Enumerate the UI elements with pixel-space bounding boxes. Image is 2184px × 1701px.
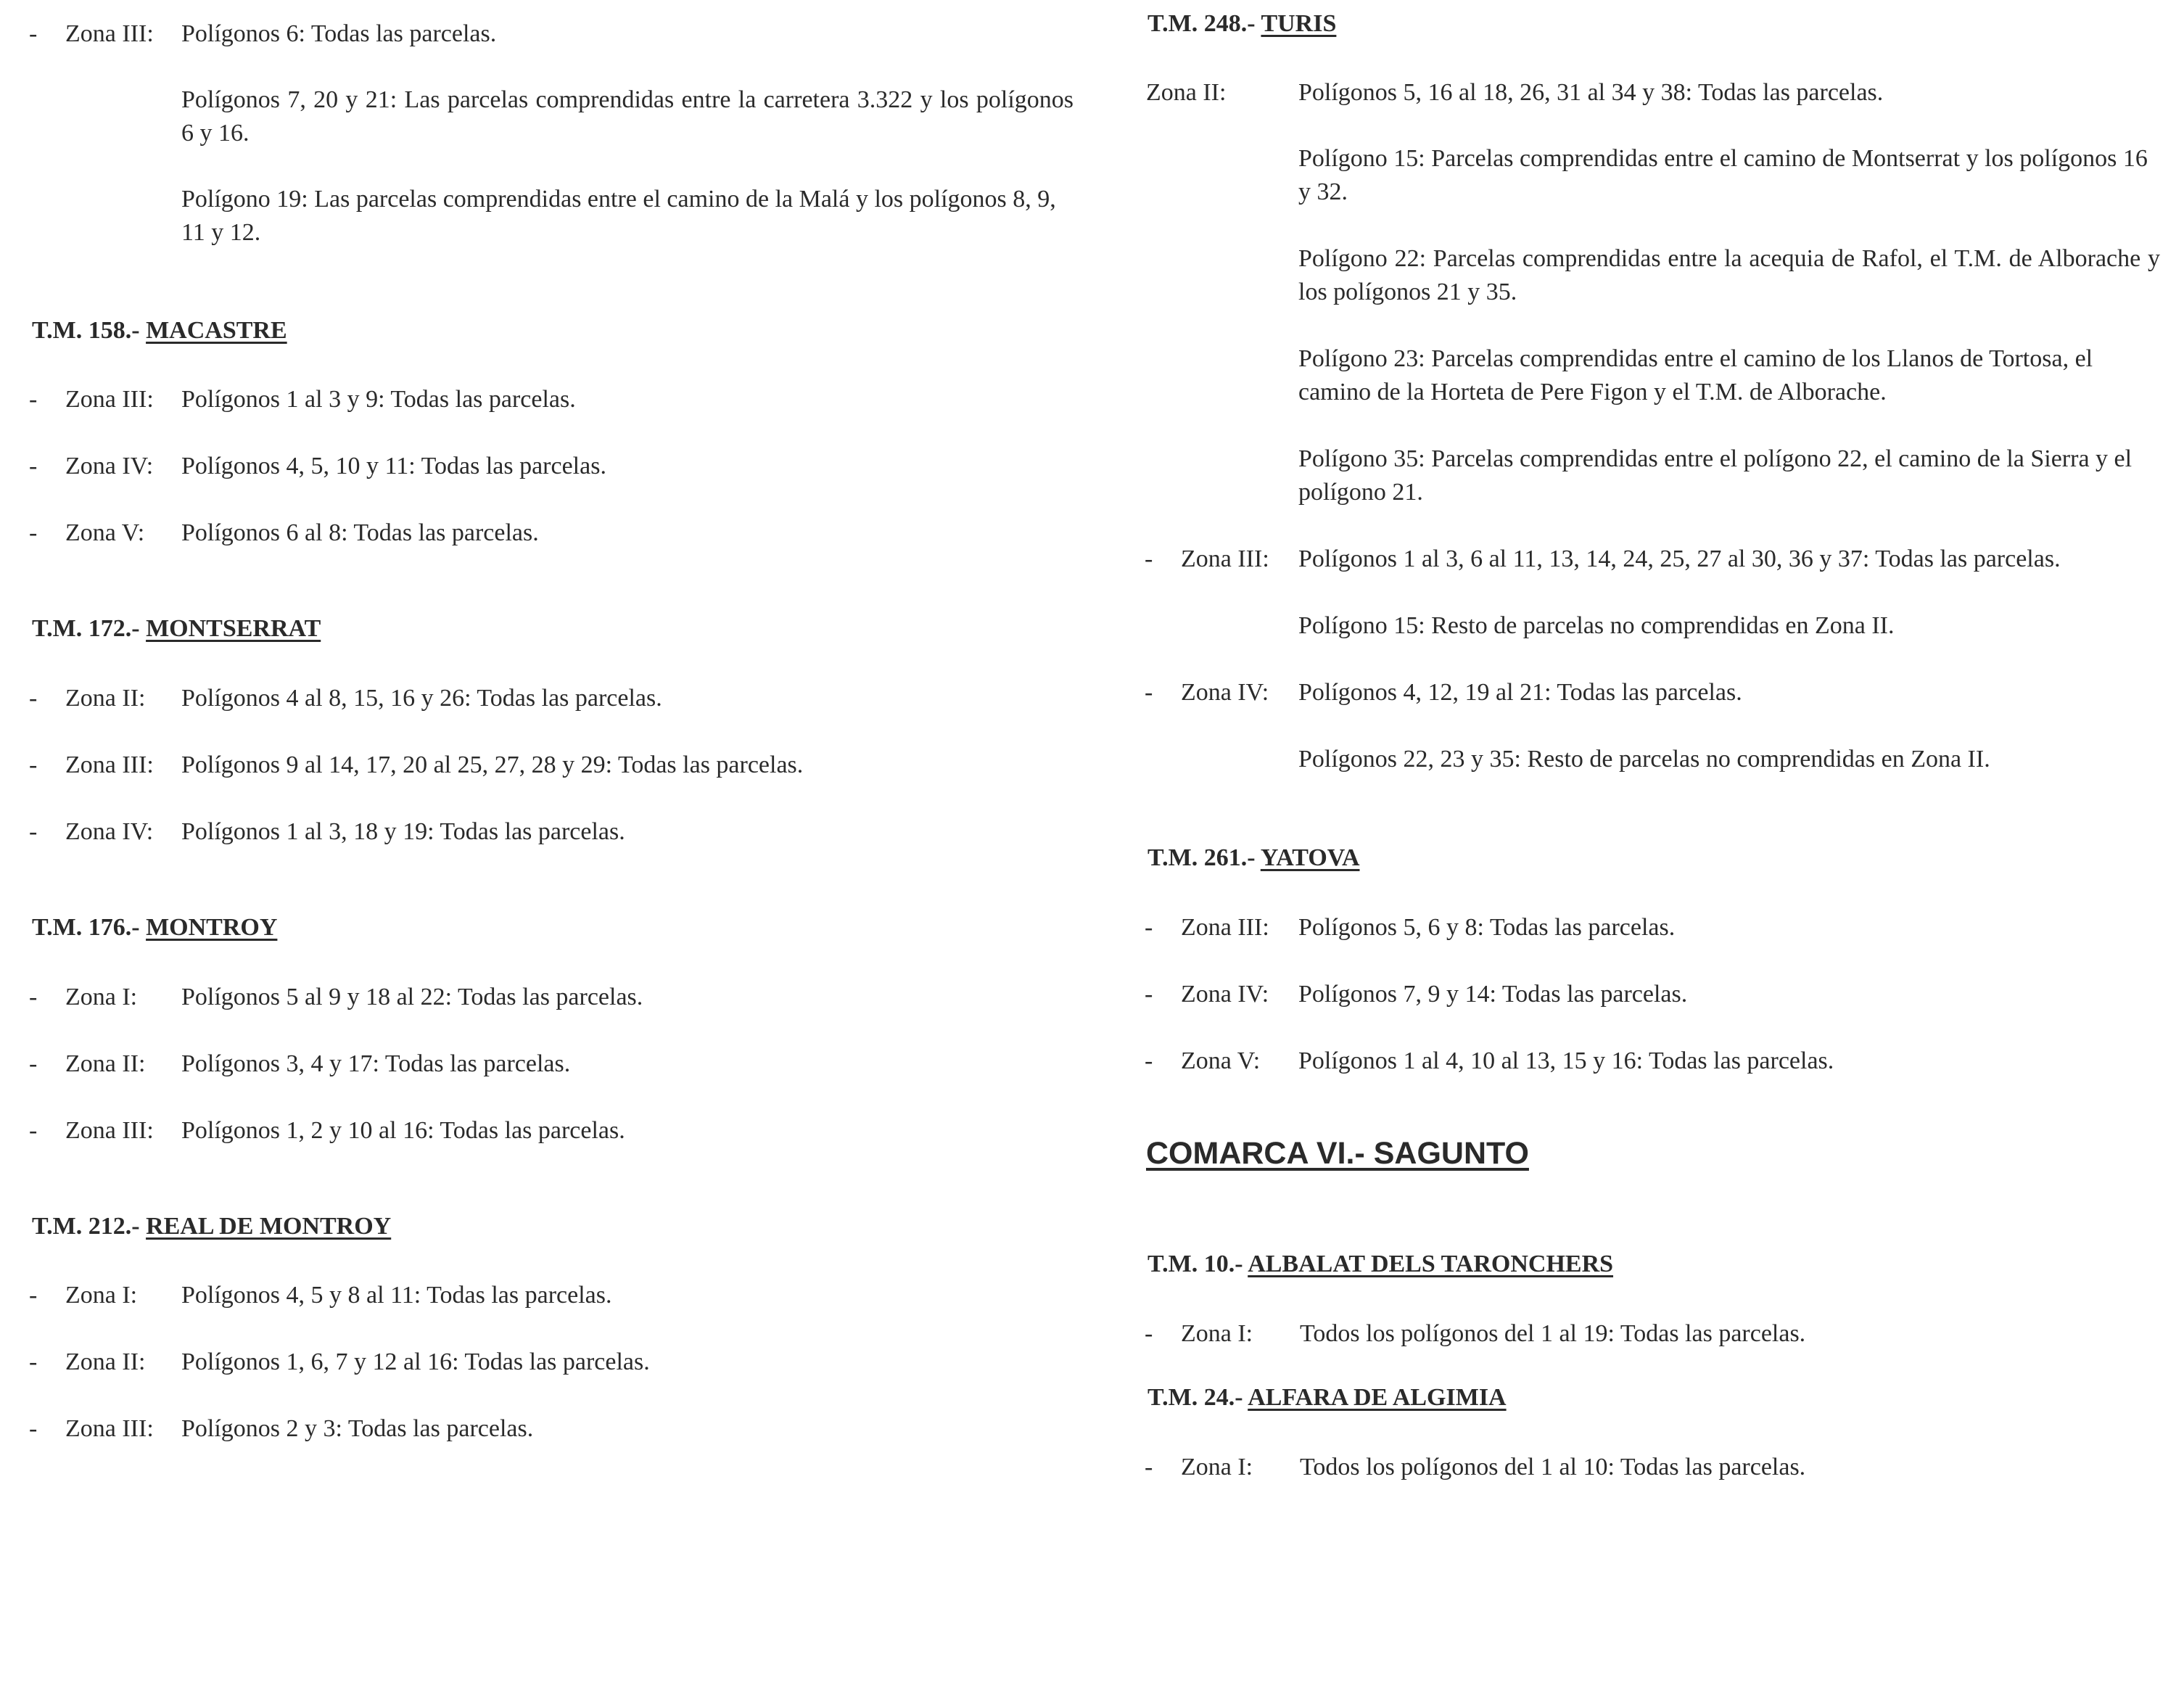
zona-label: Zona I: [65, 1282, 138, 1309]
zona-label: Zona I: [1181, 1454, 1253, 1480]
zona-description: Polígonos 5, 16 al 18, 26, 31 al 34 y 38: Todas las parcelas. [1298, 79, 1884, 106]
paragraph: Polígono 35: Parcelas comprendidas entre el polígono 22, el camino de la Sierra y el polígono 21. [1298, 445, 2133, 506]
zona-label: Zona III: [1181, 545, 1269, 572]
bullet-dash: - [29, 818, 38, 845]
heading-name: MONTSERRAT [146, 615, 321, 642]
section-heading [32, 317, 287, 345]
zona-description: Todos los polígonos del 1 al 19: Todas las parcelas. [1300, 1320, 1806, 1347]
heading-name: ALBALAT DELS TARONCHERS [1248, 1251, 1614, 1277]
zona-extra: Polígonos 22, 23 y 35: Resto de parcelas no comprendidas en Zona II. [1298, 746, 1990, 773]
bullet-dash: - [1145, 981, 1153, 1008]
bullet-dash: - [29, 386, 38, 413]
zona-description: Polígonos 4 al 8, 15, 16 y 26: Todas las parcelas. [181, 685, 662, 712]
zona-label: Zona V: [65, 519, 145, 546]
zona-label: Zona V: [1181, 1047, 1261, 1074]
zona-extra: Polígono 15: Resto de parcelas no comprendidas en Zona II. [1298, 612, 1895, 639]
zona-description: Polígonos 1 al 3 y 9: Todas las parcelas. [181, 386, 576, 413]
bullet-dash: - [29, 1348, 38, 1375]
zona-description: Polígonos 5 al 9 y 18 al 22: Todas las parcelas. [181, 984, 643, 1010]
zona-label: Zona III: [65, 20, 154, 47]
section-heading [1147, 10, 1336, 38]
zona-description: Polígonos 9 al 14, 17, 20 al 25, 27, 28 y 29: Todas las parcelas. [181, 751, 804, 778]
zona-description: Polígonos 4, 12, 19 al 21: Todas las parcelas. [1298, 679, 1742, 706]
heading-prefix: T.M. 172.- [32, 615, 147, 642]
paragraph: Polígono 23: Parcelas comprendidas entre el camino de los Llanos de Tortosa, el camino de la Horteta de Pere Figon y el T.M. de Alborache. [1298, 345, 2093, 405]
bullet-dash: - [29, 751, 38, 778]
paragraph: Polígonos 7, 20 y 21: Las parcelas comprendidas entre la carretera 3.322 y los polígonos 6 y 16. [181, 86, 1074, 147]
heading-name: TURIS [1261, 10, 1337, 37]
zona-description: Polígonos 1 al 3, 18 y 19: Todas las parcelas. [181, 818, 625, 845]
heading-prefix: T.M. 176.- [32, 914, 147, 941]
comarca-heading: COMARCA VI.- SAGUNTO [1146, 1136, 1529, 1171]
zona-description: Polígonos 1 al 4, 10 al 13, 15 y 16: Todas las parcelas. [1298, 1047, 1834, 1074]
bullet-dash: - [29, 1282, 38, 1309]
section-heading [32, 914, 277, 942]
zona-label: Zona II: [65, 685, 146, 712]
heading-prefix: T.M. 24.- [1147, 1384, 1248, 1411]
zona-description: Polígonos 3, 4 y 17: Todas las parcelas. [181, 1050, 571, 1077]
zona-label: Zona III: [65, 751, 154, 778]
zona-label: Zona II: [1146, 79, 1227, 106]
zona-label: Zona II: [65, 1050, 146, 1077]
heading-name: MACASTRE [146, 317, 287, 344]
heading-prefix: T.M. 212.- [32, 1213, 147, 1240]
bullet-dash: - [29, 20, 38, 47]
bullet-dash: - [29, 685, 38, 712]
heading-name: MONTROY [146, 914, 278, 941]
section-heading [1147, 1251, 1613, 1278]
section-heading [1147, 1384, 1507, 1412]
paragraph: Polígono 22: Parcelas comprendidas entre la acequia de Rafol, el T.M. de Alborache y los polígonos 21 y 35. [1298, 245, 2160, 305]
zona-label: Zona III: [65, 1117, 154, 1144]
bullet-dash: - [29, 1415, 38, 1442]
bullet-dash: - [29, 984, 38, 1010]
bullet-dash: - [1145, 1047, 1153, 1074]
section-heading [32, 615, 321, 643]
zona-label: Zona I: [65, 984, 138, 1010]
heading-prefix: T.M. 158.- [32, 317, 147, 344]
zona-label: Zona IV: [65, 453, 154, 479]
section-heading [1147, 844, 1360, 872]
zona-description: Polígonos 6: Todas las parcelas. [181, 20, 497, 47]
bullet-dash: - [1145, 679, 1153, 706]
zona-description: Polígonos 4, 5 y 8 al 11: Todas las parcelas. [181, 1282, 612, 1309]
heading-name: REAL DE MONTROY [146, 1213, 392, 1240]
zona-label: Zona IV: [1181, 679, 1269, 706]
bullet-dash: - [1145, 1454, 1153, 1480]
heading-name: ALFARA DE ALGIMIA [1248, 1384, 1507, 1411]
zona-label: Zona IV: [65, 818, 154, 845]
zona-description: Polígonos 6 al 8: Todas las parcelas. [181, 519, 539, 546]
zona-description: Polígonos 2 y 3: Todas las parcelas. [181, 1415, 534, 1442]
zona-label: Zona II: [65, 1348, 146, 1375]
zona-label: Zona III: [65, 386, 154, 413]
zona-label: Zona III: [65, 1415, 154, 1442]
zona-description: Polígonos 5, 6 y 8: Todas las parcelas. [1298, 914, 1676, 941]
heading-name: YATOVA [1260, 844, 1360, 871]
heading-prefix: T.M. 248.- [1147, 10, 1261, 37]
zona-description: Todos los polígonos del 1 al 10: Todas las parcelas. [1300, 1454, 1806, 1480]
bullet-dash: - [29, 1117, 38, 1144]
zona-description: Polígonos 7, 9 y 14: Todas las parcelas. [1298, 981, 1688, 1008]
zona-description: Polígonos 1, 2 y 10 al 16: Todas las parcelas. [181, 1117, 625, 1144]
bullet-dash: - [29, 519, 38, 546]
section-heading [32, 1213, 391, 1240]
paragraph: Polígono 19: Las parcelas comprendidas entre el camino de la Malá y los polígonos 8, 9, 11 y 12. [181, 186, 1056, 246]
zona-label: Zona III: [1181, 914, 1269, 941]
bullet-dash: - [1145, 914, 1153, 941]
bullet-dash: - [29, 1050, 38, 1077]
zona-label: Zona I: [1181, 1320, 1253, 1347]
zona-label: Zona IV: [1181, 981, 1269, 1008]
bullet-dash: - [29, 453, 38, 479]
bullet-dash: - [1145, 545, 1153, 572]
zona-description: Polígonos 1, 6, 7 y 12 al 16: Todas las parcelas. [181, 1348, 650, 1375]
zona-description: Polígonos 1 al 3, 6 al 11, 13, 14, 24, 25, 27 al 30, 36 y 37: Todas las parcelas. [1298, 545, 2061, 572]
zona-description: Polígonos 4, 5, 10 y 11: Todas las parcelas. [181, 453, 606, 479]
heading-prefix: T.M. 261.- [1147, 844, 1261, 871]
heading-prefix: T.M. 10.- [1147, 1251, 1248, 1277]
bullet-dash: - [1145, 1320, 1153, 1347]
paragraph: Polígono 15: Parcelas comprendidas entre el camino de Montserrat y los polígonos 16 y 32. [1298, 145, 2148, 205]
